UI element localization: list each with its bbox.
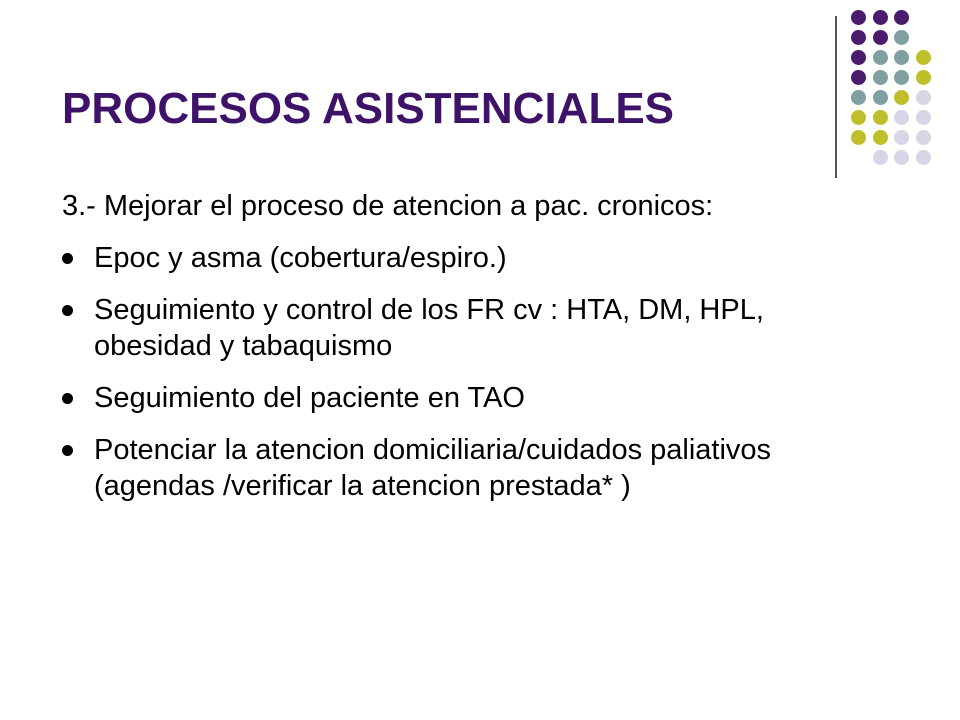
- bullet-text: Potenciar la atencion domiciliaria/cuidados paliativos (agendas /verificar la atencion prestada* ): [94, 434, 772, 502]
- decorative-dot: [916, 50, 931, 65]
- decorative-dot: [851, 90, 866, 105]
- bullet-item: [62, 380, 862, 416]
- decorative-dot: [851, 30, 866, 45]
- slide-body: [62, 188, 862, 520]
- decorative-dot: [873, 30, 888, 45]
- decorative-dot: [916, 90, 931, 105]
- bullet-item: [62, 432, 862, 504]
- bullet-dot-icon: [62, 305, 73, 316]
- decorative-dot: [916, 150, 931, 165]
- decorative-dot: [894, 90, 909, 105]
- decorative-dot: [873, 50, 888, 65]
- decorative-dot: [873, 130, 888, 145]
- decorative-dot: [873, 110, 888, 125]
- decorative-dot: [851, 110, 866, 125]
- decorative-dot: [894, 70, 909, 85]
- bullet-item: [62, 240, 862, 276]
- decorative-dot: [916, 70, 931, 85]
- bullet-text: Epoc y asma (cobertura/espiro.): [94, 242, 507, 274]
- decorative-dot: [851, 130, 866, 145]
- decorative-dot: [851, 70, 866, 85]
- title-divider: [835, 16, 837, 178]
- decorative-dot: [851, 10, 866, 25]
- intro-text: 3.- Mejorar el proceso de atencion a pac. cronicos:: [62, 190, 714, 222]
- bullet-dot-icon: [62, 253, 73, 264]
- decorative-dot: [916, 130, 931, 145]
- decorative-dot: [894, 30, 909, 45]
- bullet-list: [62, 240, 862, 504]
- bullet-text: Seguimiento del paciente en TAO: [94, 382, 525, 414]
- bullet-item: [62, 292, 862, 364]
- decorative-dot: [894, 110, 909, 125]
- decorative-dot: [873, 10, 888, 25]
- decorative-dot-grid: [851, 10, 951, 160]
- decorative-dot: [851, 50, 866, 65]
- bullet-dot-icon: [62, 445, 73, 456]
- decorative-dot: [873, 90, 888, 105]
- bullet-text: Seguimiento y control de los FR cv : HTA, DM, HPL, obesidad y tabaquismo: [94, 294, 764, 362]
- decorative-dot: [894, 10, 909, 25]
- decorative-dot: [916, 110, 931, 125]
- decorative-dot: [894, 150, 909, 165]
- slide-title: PROCESOS ASISTENCIALES: [62, 84, 675, 133]
- decorative-dot: [894, 50, 909, 65]
- decorative-dot: [873, 150, 888, 165]
- decorative-dot: [894, 130, 909, 145]
- decorative-dot: [873, 70, 888, 85]
- bullet-dot-icon: [62, 393, 73, 404]
